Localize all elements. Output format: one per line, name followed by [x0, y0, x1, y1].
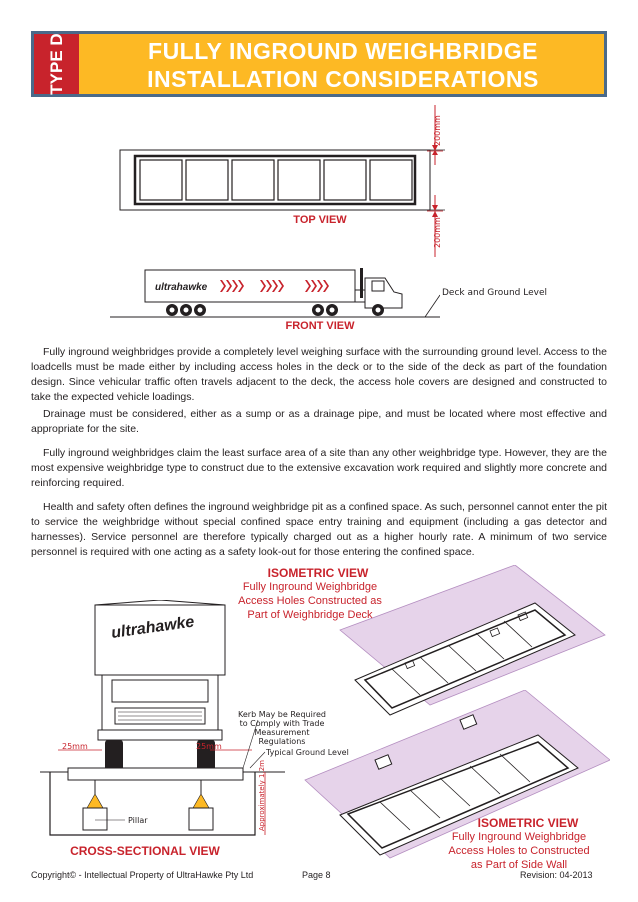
cross-truck-brand: ultrahawke	[110, 613, 196, 642]
ground-level-label: Typical Ground Level	[266, 748, 349, 757]
top-view-caption: TOP VIEW	[293, 214, 347, 226]
iso-top-title: ISOMETRIC VIEW	[267, 566, 369, 580]
dim-left-label: 25mm	[62, 742, 88, 751]
type-label: TYPE D	[46, 33, 66, 95]
iso-bottom-line3: as Part of Side Wall	[470, 859, 568, 871]
dim-right-label: 25mm	[196, 742, 222, 751]
cross-section-caption: CROSS-SECTIONAL VIEW	[70, 844, 220, 858]
paragraph-1: Fully inground weighbridges provide a completely level weighing surface with the surrounding ground level. Access to the loadcells must be made either by including access holes in the deck or to the side of the deck as part of the foundation design. Since vehicular traffic often travels adjacent to the deck, the access hole covers are designed and constructed to take the expected vehicle loadings.	[31, 346, 607, 403]
dimension-label-bottom: 200mm	[433, 217, 442, 248]
paragraph-3: Fully inground weighbridges claim the least surface area of a site than any other weighbridge type. However, they are the most expensive weighbridge type to construct due to the extensive excavation work required and slightly more concrete and reinforcing required.	[31, 447, 607, 489]
iso-top-line2: Access Holes Constructed as	[238, 595, 382, 607]
paragraph-2: Drainage must be considered, either as a sump or as a drainage pipe, and must be located where most effective and appropriate for the site.	[31, 408, 607, 435]
page-title-line2: INSTALLATION CONSIDERATIONS	[147, 66, 539, 92]
depth-label: Approximately 1.2m	[258, 760, 266, 831]
kerb-note: Kerb May be Required to Comply with Trade Measurement Regulations	[238, 710, 326, 746]
dimension-label-top: 200mm	[433, 115, 442, 146]
top-view-drawing	[110, 140, 450, 220]
iso-bottom-title: ISOMETRIC VIEW	[477, 816, 579, 830]
iso-top-line1: Fully Inground Weighbridge	[242, 581, 378, 593]
type-badge	[31, 31, 79, 97]
front-view-caption: FRONT VIEW	[285, 320, 355, 332]
front-truck-brand: ultrahawke	[155, 282, 208, 293]
paragraph-4: Health and safety often defines the inground weighbridge pit as a confined space. As such, personnel cannot enter the pit to service the weighbridge without special confined space entry training and equipment (including a gas detector and harnesses). Service personnel are therefore typically charged out as a higher hourly rate. A minimum of two service personnel is required with one acting as a safety look-out for those entering the confined space.	[31, 501, 607, 558]
footer-page-number: Page 8	[302, 870, 331, 880]
pillar-label: Pillar	[128, 816, 148, 825]
iso-bottom-line2: Access Holes to Constructed	[448, 845, 590, 857]
front-ground-label: Deck and Ground Level	[442, 288, 548, 298]
footer-copyright: Copyright© - Intellectual Property of UltraHawke Pty Ltd	[31, 870, 254, 880]
front-view-truck	[110, 262, 440, 322]
iso-top-line3: Part of Weighbridge Deck	[247, 609, 373, 621]
footer-revision: Revision: 04-2013	[520, 870, 593, 880]
page-title-line1: FULLY INGROUND WEIGHBRIDGE	[148, 38, 538, 64]
iso-bottom-line1: Fully Inground Weighbridge	[451, 831, 587, 843]
